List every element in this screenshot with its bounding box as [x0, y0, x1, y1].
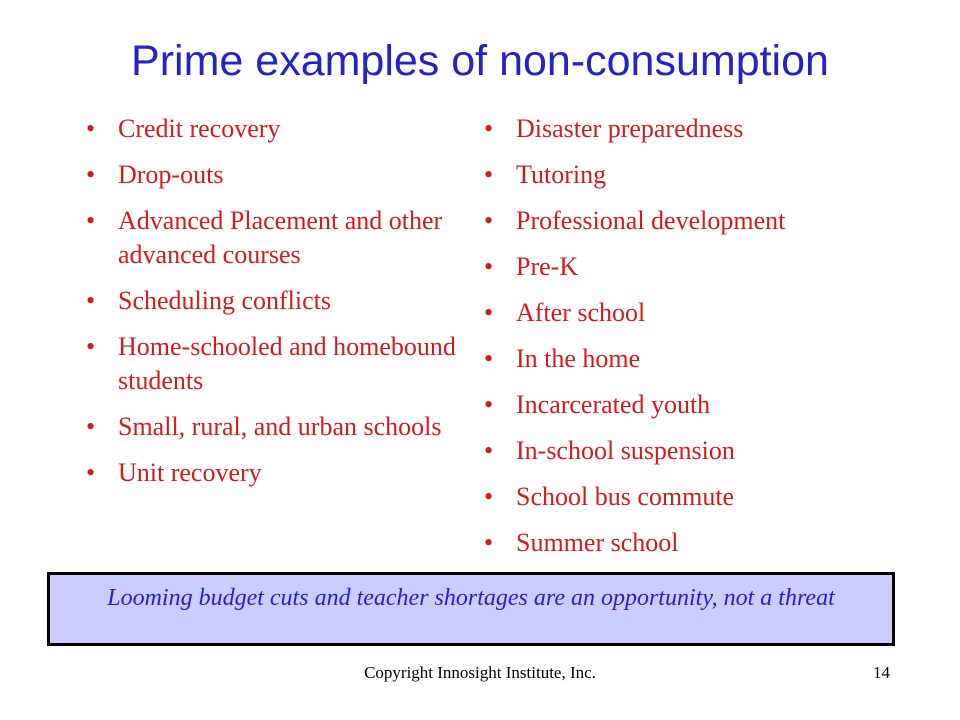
list-item-text: Small, rural, and urban schools [118, 412, 442, 441]
list-item-text: In the home [516, 344, 641, 373]
list-item [80, 158, 460, 192]
bullet-icon: • [86, 160, 96, 189]
list-item-text: Tutoring [516, 160, 607, 189]
bullet-icon: • [484, 160, 494, 189]
bullet-icon: • [484, 114, 494, 143]
bullet-icon: • [484, 482, 494, 511]
bullet-icon: • [484, 390, 494, 419]
list-item [80, 456, 460, 490]
list-item [478, 204, 918, 238]
list-item [478, 158, 918, 192]
list-item-text: After school [516, 298, 646, 327]
list-item-text: Pre-K [516, 252, 579, 281]
right-bullet-list [478, 112, 918, 572]
bullet-icon: • [86, 114, 96, 143]
list-item [478, 342, 918, 376]
callout-box: Looming budget cuts and teacher shortages are an opportunity, not a threat [47, 572, 895, 646]
list-item [478, 388, 918, 422]
list-item [80, 330, 460, 398]
list-item [478, 296, 918, 330]
list-item-text: Advanced Placement and other advanced courses [118, 206, 443, 269]
list-item [478, 112, 918, 146]
list-item-text: Drop-outs [118, 160, 224, 189]
list-item-text: Unit recovery [118, 458, 262, 487]
list-item [478, 526, 918, 560]
list-item-text: Incarcerated youth [516, 390, 711, 419]
list-item [80, 204, 460, 272]
bullet-icon: • [484, 344, 494, 373]
list-item [478, 480, 918, 514]
left-bullet-list [80, 112, 460, 502]
list-item [80, 112, 460, 146]
page-number: 14 [873, 663, 890, 682]
bullet-icon: • [86, 412, 96, 441]
list-item-text: School bus commute [516, 482, 735, 511]
bullet-icon: • [86, 206, 96, 235]
list-item [478, 434, 918, 468]
list-item-text: Scheduling conflicts [118, 286, 332, 315]
list-item-text: In-school suspension [516, 436, 735, 465]
list-item [80, 284, 460, 318]
list-item-text: Professional development [516, 206, 786, 235]
copyright-footer: Copyright Innosight Institute, Inc. [364, 663, 596, 682]
bullet-icon: • [86, 458, 96, 487]
list-item-text: Summer school [516, 528, 679, 557]
bullet-icon: • [484, 206, 494, 235]
list-item-text: Credit recovery [118, 114, 281, 143]
bullet-icon: • [484, 252, 494, 281]
bullet-icon: • [484, 528, 494, 557]
list-item-text: Home-schooled and homebound students [118, 332, 456, 395]
list-item [478, 250, 918, 284]
bullet-icon: • [86, 332, 96, 361]
list-item [80, 410, 460, 444]
bullet-icon: • [86, 286, 96, 315]
list-item-text: Disaster preparedness [516, 114, 744, 143]
bullet-icon: • [484, 298, 494, 327]
bullet-icon: • [484, 436, 494, 465]
slide-title: Prime examples of non-consumption [131, 37, 829, 85]
